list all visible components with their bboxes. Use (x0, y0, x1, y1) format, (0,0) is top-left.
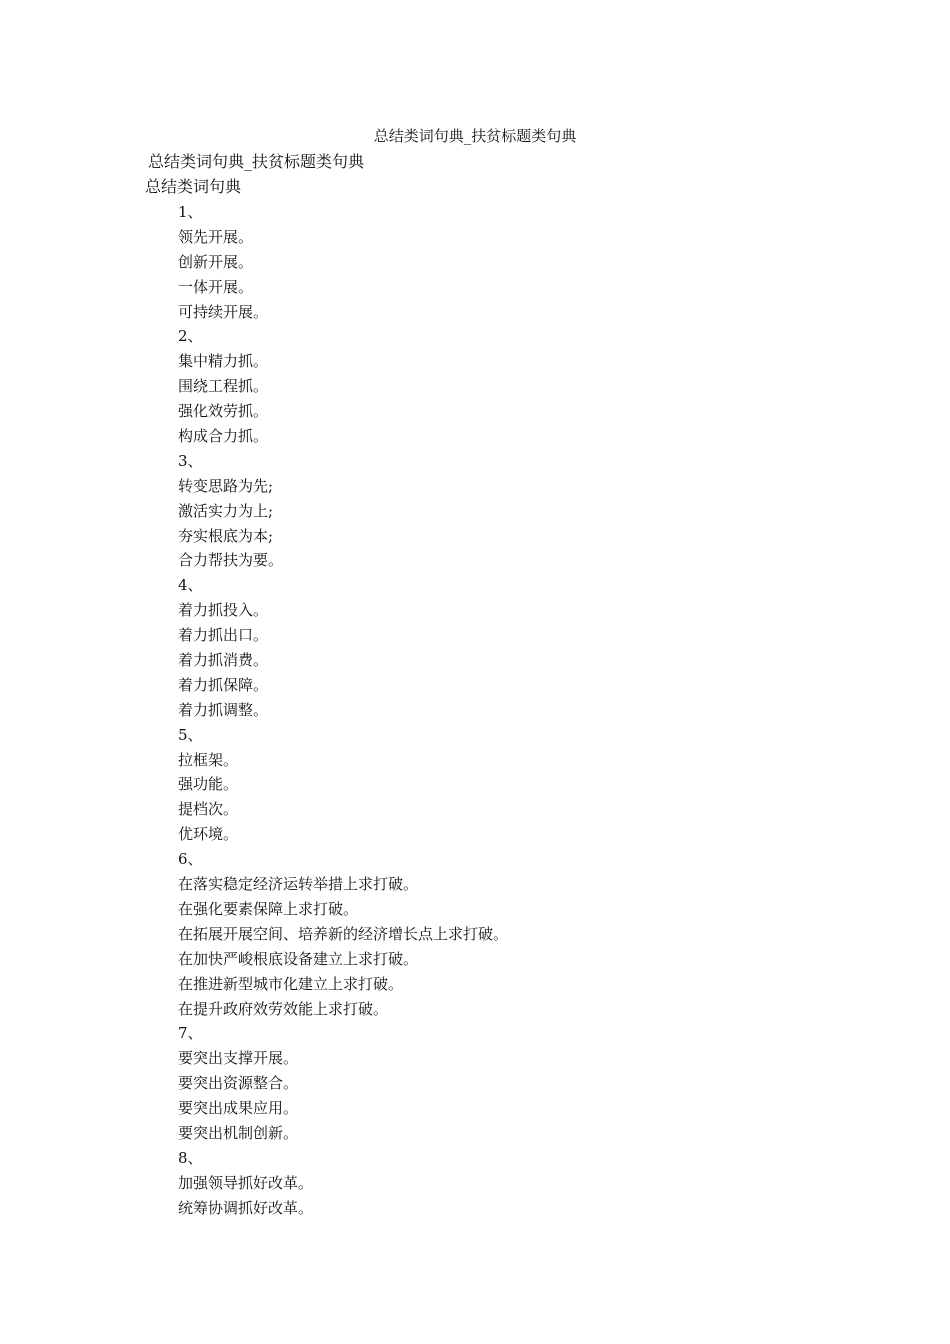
list-item: 5、 (178, 725, 203, 744)
list-item: 在落实稳定经济运转举措上求打破。 (178, 875, 419, 894)
list-item: 拉框架。 (178, 750, 239, 769)
list-item: 领先开展。 (178, 227, 254, 246)
list-item: 着力抓投入。 (178, 601, 269, 620)
list-item: 强功能。 (178, 775, 239, 794)
list-item: 强化效劳抓。 (178, 402, 269, 421)
content-list (178, 202, 508, 1223)
list-item: 在加快严峻根底设备建立上求打破。 (178, 949, 419, 968)
list-item: 6、 (178, 850, 203, 869)
list-item: 在推进新型城市化建立上求打破。 (178, 974, 404, 993)
list-item: 转变思路为先; (178, 476, 274, 495)
list-item: 7、 (178, 1024, 203, 1043)
list-item: 可持续开展。 (178, 302, 269, 321)
list-item: 一体开展。 (178, 277, 254, 296)
list-item: 优环境。 (178, 825, 239, 844)
list-item: 激活实力为上; (178, 501, 274, 520)
list-item: 在提升政府效劳效能上求打破。 (178, 999, 389, 1018)
list-item: 创新开展。 (178, 252, 254, 271)
list-item: 2、 (178, 327, 203, 346)
list-item: 3、 (178, 451, 203, 470)
list-item: 要突出支撑开展。 (178, 1049, 299, 1068)
document-heading: 总结类词句典_扶贫标题类句典 (148, 152, 365, 171)
list-item: 集中精力抓。 (178, 352, 269, 371)
list-item: 统筹协调抓好改革。 (178, 1198, 314, 1217)
page-title: 总结类词句典_扶贫标题类句典 (373, 127, 577, 145)
list-item: 合力帮扶为要。 (178, 551, 284, 570)
list-item: 着力抓调整。 (178, 700, 269, 719)
list-item: 4、 (178, 576, 203, 595)
list-item: 要突出成果应用。 (178, 1099, 299, 1118)
list-item: 8、 (178, 1148, 203, 1167)
list-item: 加强领导抓好改革。 (178, 1173, 314, 1192)
list-item: 在强化要素保障上求打破。 (178, 899, 359, 918)
list-item: 着力抓保障。 (178, 675, 269, 694)
list-item: 提档次。 (178, 800, 239, 819)
list-item: 在拓展开展空间、培养新的经济增长点上求打破。 (178, 924, 509, 943)
list-item: 着力抓出口。 (178, 626, 269, 645)
list-item: 着力抓消费。 (178, 651, 269, 670)
section-title: 总结类词句典 (145, 177, 242, 196)
list-item: 夯实根底为本; (178, 526, 274, 545)
list-item: 围绕工程抓。 (178, 377, 269, 396)
list-item: 构成合力抓。 (178, 427, 269, 446)
list-item: 1、 (178, 203, 203, 221)
list-item: 要突出机制创新。 (178, 1123, 299, 1142)
list-item: 要突出资源整合。 (178, 1074, 299, 1093)
